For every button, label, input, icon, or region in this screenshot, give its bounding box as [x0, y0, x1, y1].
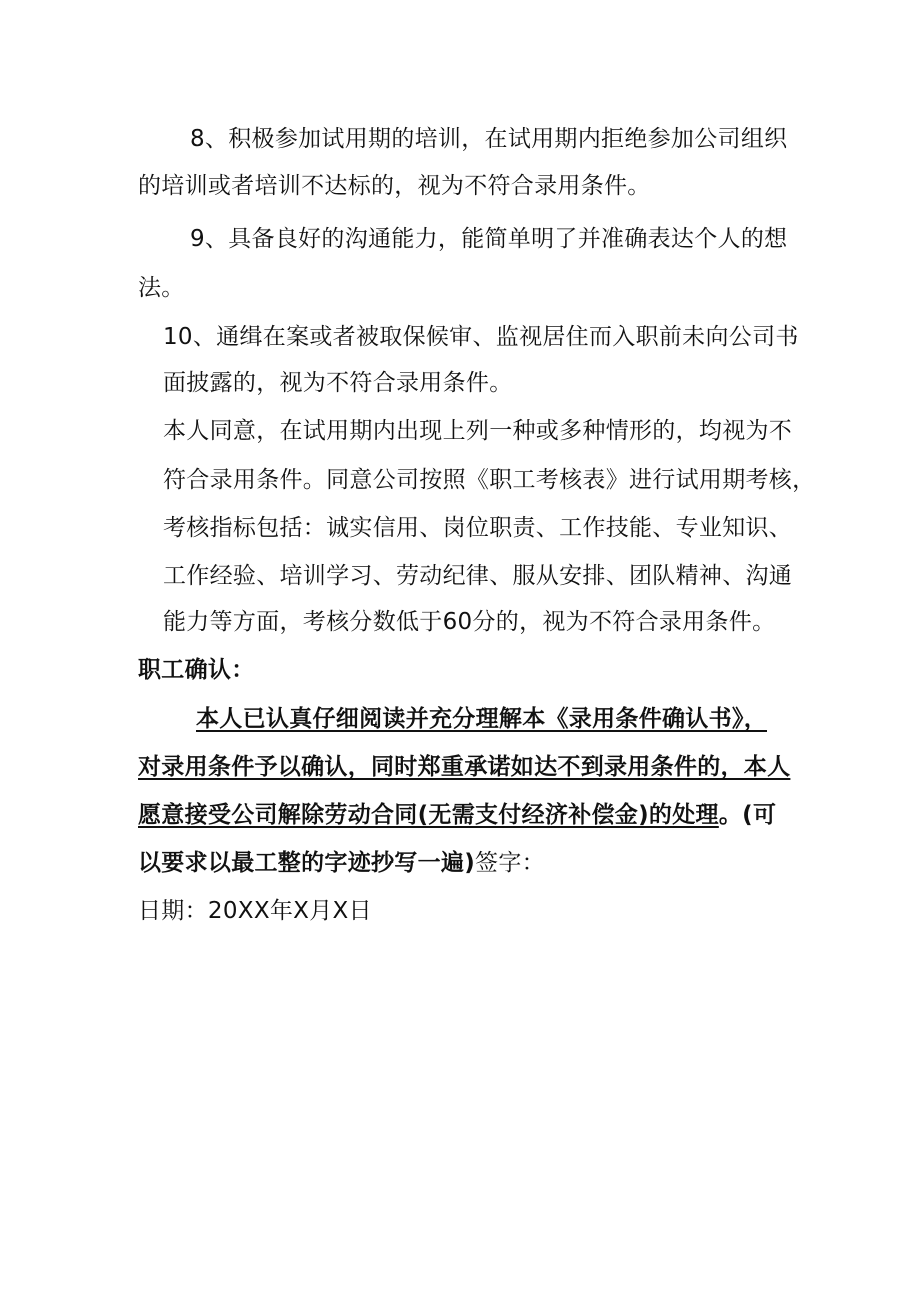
- confirmation-line-3-underlined: 愿意接受公司解除劳动合同(无需支付经济补偿金)的处理: [138, 802, 719, 828]
- confirmation-heading: 职工确认：: [138, 657, 255, 683]
- item-9-line-2: 法。: [138, 275, 185, 301]
- confirmation-line-1: 本人已认真仔细阅读并充分理解本《录用条件确认书》，: [196, 706, 767, 732]
- agreement-line-1: 本人同意，在试用期内出现上列一种或多种情形的，均视为不: [163, 418, 793, 444]
- item-10-line-1: 10、通缉在案或者被取保候审、监视居住而入职前未向公司书: [163, 324, 799, 350]
- agreement-line-4: 工作经验、培训学习、劳动纪律、服从安排、团队精神、沟通: [163, 563, 793, 589]
- agreement-line-2: 符合录用条件。同意公司按照《职工考核表》进行试用期考核，: [163, 467, 816, 493]
- item-9-line-1: 9、具备良好的沟通能力，能简单明了并准确表达个人的想: [190, 226, 788, 252]
- confirmation-line-3-rest: 。(可: [718, 802, 777, 828]
- confirmation-line-4-bold: 以要求以最工整的字迹抄写一遍): [138, 850, 476, 876]
- date-line: 日期：20XX年X月X日: [138, 898, 372, 924]
- item-8-line-1: 8、积极参加试用期的培训，在试用期内拒绝参加公司组织: [190, 126, 788, 152]
- confirmation-line-4: [138, 848, 545, 878]
- confirmation-line-2: 对录用条件予以确认，同时郑重承诺如达不到录用条件的，本人: [138, 754, 791, 780]
- agreement-line-5: 能力等方面，考核分数低于60分的，视为不符合录用条件。: [163, 609, 776, 635]
- item-8-line-2: 的培训或者培训不达标的，视为不符合录用条件。: [138, 173, 651, 199]
- agreement-line-3: 考核指标包括：诚实信用、岗位职责、工作技能、专业知识、: [163, 515, 793, 541]
- confirmation-line-3: [138, 800, 776, 830]
- item-10-line-2: 面披露的，视为不符合录用条件。: [163, 370, 513, 396]
- signature-label: 签字：: [475, 850, 545, 876]
